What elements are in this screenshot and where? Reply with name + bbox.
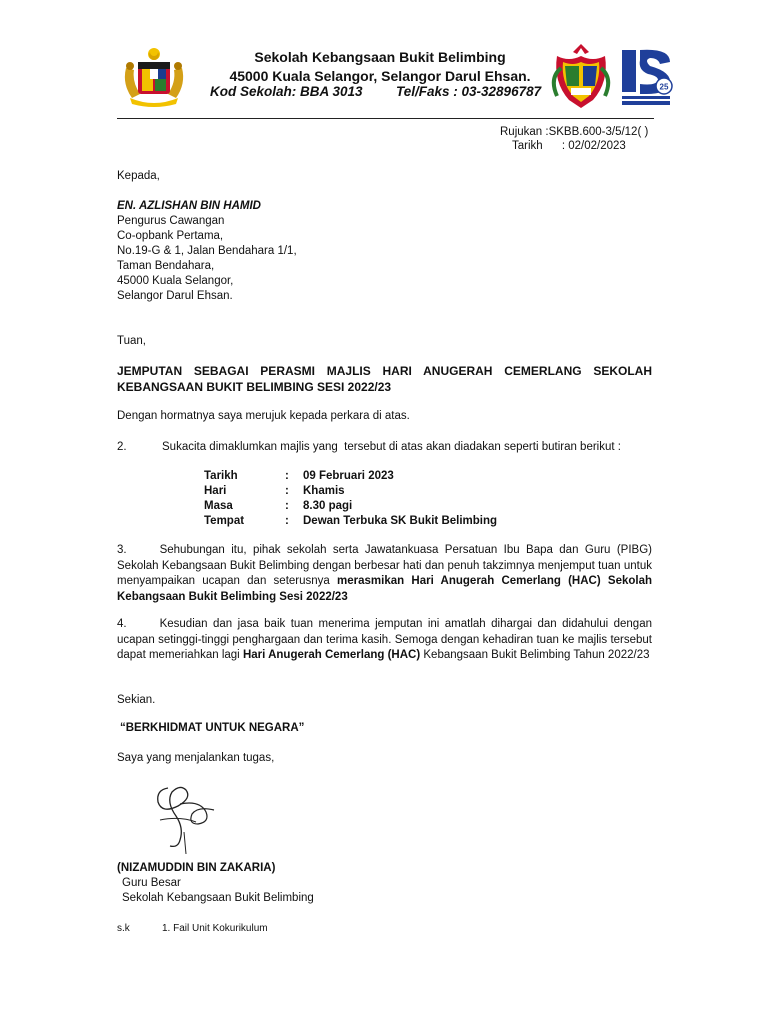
recipient-line: No.19-G & 1, Jalan Bendahara 1/1,	[117, 245, 297, 257]
reference-number: Rujukan :SKBB.600-3/5/12( )	[500, 126, 649, 138]
tel-fax: Tel/Faks : 03-32896787	[396, 84, 542, 99]
paragraph-3-number: 3.	[117, 544, 127, 556]
malaysia-coat-of-arms-logo	[120, 46, 188, 108]
detail-separator: :	[285, 470, 289, 482]
recipient-line: Selangor Darul Ehsan.	[117, 290, 233, 302]
paragraph-4-number: 4.	[117, 618, 127, 630]
school-code: Kod Sekolah: BBA 3013	[210, 84, 363, 99]
school-name: Sekolah Kebangsaan Bukit Belimbing	[254, 49, 506, 65]
paragraph-3-text: Sehubungan itu, pihak sekolah serta Jawatankuasa Persatuan Ibu Bapa dan Guru (PIBG) Sekolah Kebangsaan Bukit Belimbing dengan berbesar hati dan penuh takzimnya menjemput tuan untuk menyampaikan ucapan dan seterusnya	[117, 544, 652, 587]
duty-line: Saya yang menjalankan tugas,	[117, 752, 275, 764]
detail-value: Dewan Terbuka SK Bukit Belimbing	[303, 515, 498, 527]
motto: “BERKHIDMAT UNTUK NEGARA”	[120, 722, 305, 734]
signatory-name: (NIZAMUDDIN BIN ZAKARIA)	[117, 862, 276, 874]
cc-item: 1. Fail Unit Kokurikulum	[162, 923, 268, 934]
detail-label: Tarikh	[204, 470, 238, 482]
sekolah-harapan-25-logo	[616, 44, 676, 110]
detail-label: Hari	[204, 485, 227, 497]
header-divider	[117, 118, 654, 119]
signature-image	[140, 776, 230, 856]
detail-separator: :	[285, 515, 289, 527]
detail-separator: :	[285, 485, 289, 497]
recipient-line: Pengurus Cawangan	[117, 215, 225, 227]
school-crest-logo	[549, 42, 613, 112]
detail-value: 8.30 pagi	[303, 500, 353, 512]
closing: Sekian.	[117, 694, 156, 706]
school-address: 45000 Kuala Selangor, Selangor Darul Ehsan.	[229, 68, 531, 84]
greeting: Tuan,	[117, 335, 146, 347]
paragraph-4-text-b: Kebangsaan Bukit Belimbing Tahun 2022/23	[423, 649, 650, 661]
paragraph-4	[117, 617, 652, 664]
paragraph-3	[117, 543, 652, 605]
recipient-name: EN. AZLISHAN BIN HAMID	[117, 200, 261, 212]
detail-separator: :	[285, 500, 289, 512]
paragraph-3-bold: merasmikan Hari Anugerah Cemerlang (HAC) Sekolah Kebangsaan Bukit Belimbing Sesi 2022/23	[117, 575, 652, 603]
letter-subject: JEMPUTAN SEBAGAI PERASMI MAJLIS HARI ANUGERAH CEMERLANG SEKOLAH KEBANGSAAN BUKIT BELIMBING SESI 2022/23	[117, 364, 652, 394]
letter-date: Tarikh : 02/02/2023	[512, 140, 626, 152]
paragraph-4-text-a: Kesudian dan jasa baik tuan menerima jemputan ini amatlah dihargai dan didahului dengan ucapan setinggi-tinggi penghargaan dan terima kasih. Semoga dengan kehadiran tuan ke majlis tersebut dapat memeriahkan lagi	[117, 618, 652, 661]
paragraph-4-bold: Hari Anugerah Cemerlang (HAC)	[242, 649, 421, 661]
paragraph-2-text: Sukacita dimaklumkan majlis yang tersebut di atas akan diadakan seperti butiran berikut :	[162, 441, 621, 453]
detail-value: 09 Februari 2023	[303, 470, 394, 482]
detail-label: Masa	[204, 500, 233, 512]
svg-text:25: 25	[659, 82, 669, 92]
paragraph-2-number: 2.	[117, 441, 127, 453]
signatory-title: Guru Besar	[122, 877, 181, 889]
paragraph-1: Dengan hormatnya saya merujuk kepada perkara di atas.	[117, 410, 410, 422]
recipient-line: 45000 Kuala Selangor,	[117, 275, 234, 287]
cc-label: s.k	[117, 923, 130, 934]
signatory-org: Sekolah Kebangsaan Bukit Belimbing	[122, 892, 314, 904]
detail-value: Khamis	[303, 485, 345, 497]
recipient-line: Taman Bendahara,	[117, 260, 215, 272]
recipient-salutation: Kepada,	[117, 170, 160, 182]
detail-label: Tempat	[204, 515, 245, 527]
recipient-line: Co-opbank Pertama,	[117, 230, 224, 242]
